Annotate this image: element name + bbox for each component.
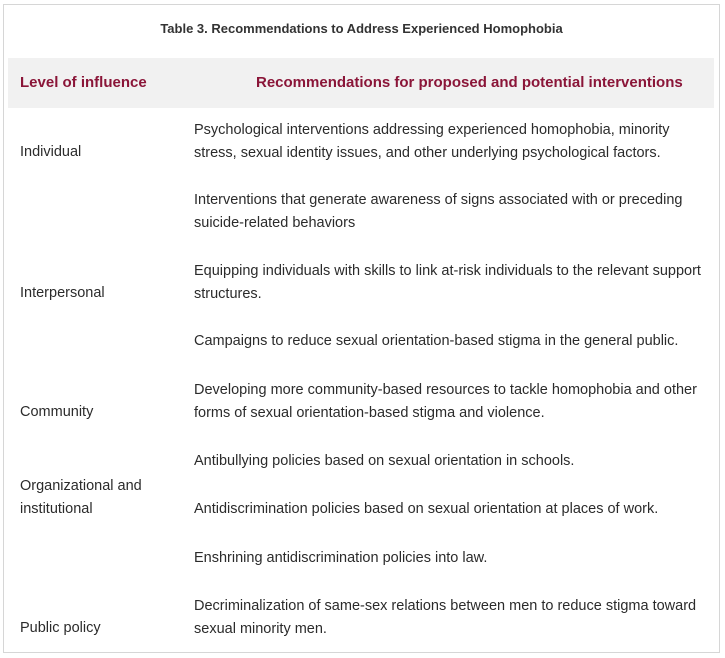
table-caption: Table 3. Recommendations to Address Experienced Homophobia bbox=[160, 21, 563, 36]
recommendation-stigma-campaigns: Campaigns to reduce sexual orientation-based stigma in the general public. bbox=[194, 333, 679, 349]
level-individual: Individual bbox=[20, 144, 82, 160]
recommendation-decriminalization: Decriminalization of same-sex relations between men to reduce stigma toward sexual minority men. bbox=[194, 598, 697, 637]
recommendation-psychological-interventions: Psychological interventions addressing experienced homophobia, minority stress, sexual identity issues, and other underlying psychological factors. bbox=[194, 122, 670, 161]
recommendation-workplace-antidiscrimination: Antidiscrimination policies based on sexual orientation at places of work. bbox=[194, 501, 659, 517]
recommendation-awareness-interventions: Interventions that generate awareness of signs associated with or preceding suicide-related behaviors bbox=[194, 192, 683, 231]
header-recommendations: Recommendations for proposed and potential interventions bbox=[256, 74, 683, 91]
table-header-row bbox=[8, 58, 714, 108]
recommendation-enshrine-law: Enshrining antidiscrimination policies into law. bbox=[194, 550, 488, 566]
header-level-of-influence: Level of influence bbox=[20, 74, 147, 91]
level-organizational-institutional: Organizational and institutional bbox=[20, 478, 142, 517]
recommendation-antibullying-policies: Antibullying policies based on sexual orientation in schools. bbox=[194, 453, 575, 469]
level-community: Community bbox=[20, 404, 94, 420]
table-container bbox=[3, 4, 720, 653]
level-interpersonal: Interpersonal bbox=[20, 285, 105, 301]
level-public-policy: Public policy bbox=[20, 620, 101, 636]
recommendation-linking-skills: Equipping individuals with skills to link at-risk individuals to the relevant support structures. bbox=[194, 263, 701, 302]
recommendation-community-resources: Developing more community-based resources to tackle homophobia and other forms of sexual orientation-based stigma and violence. bbox=[194, 382, 697, 421]
